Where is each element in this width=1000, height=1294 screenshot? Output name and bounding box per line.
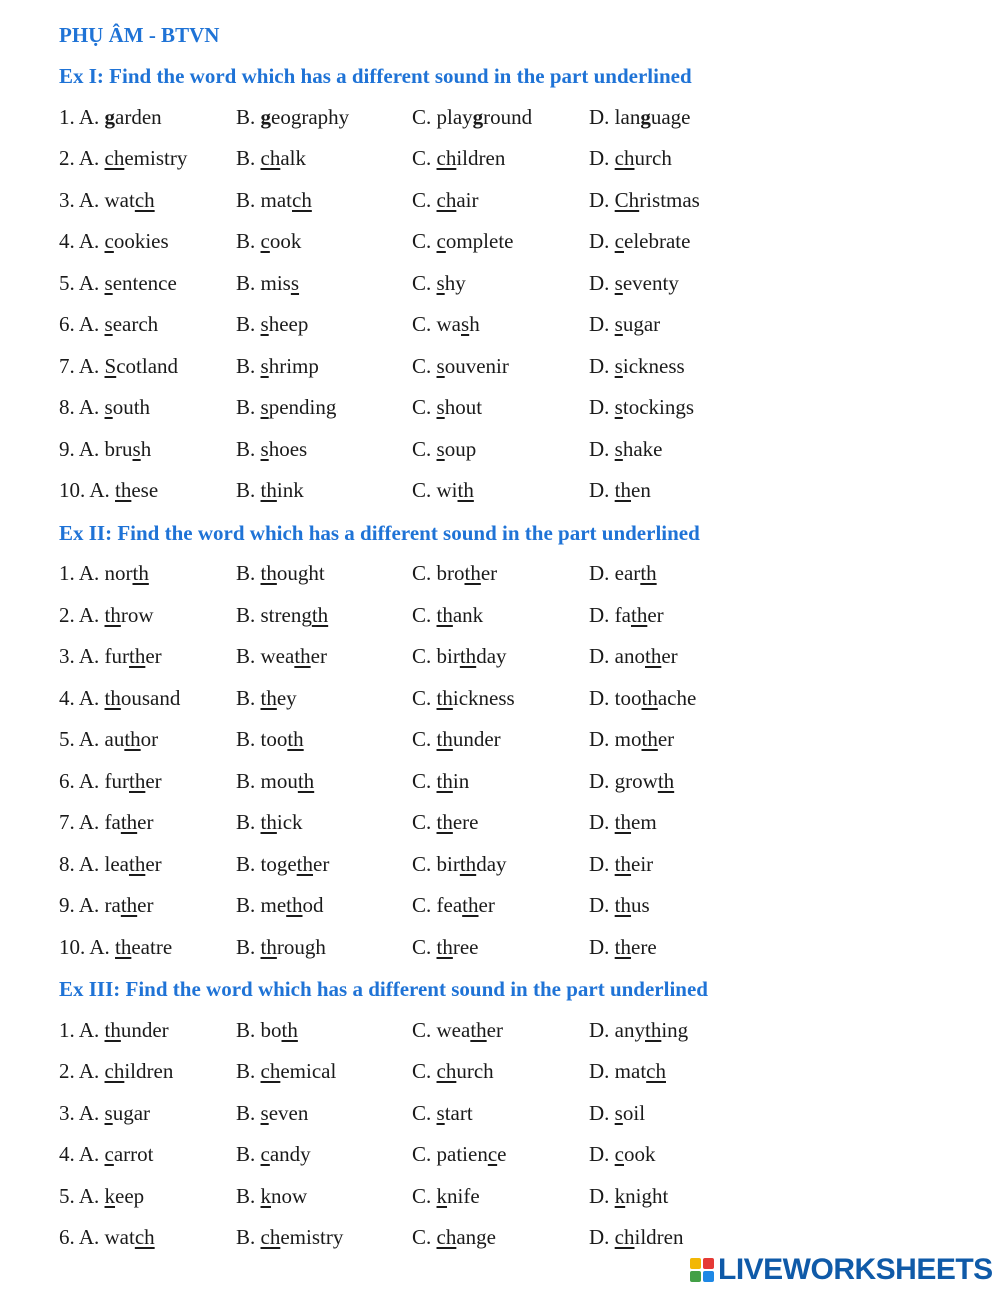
option-b: B. chemistry [236, 1225, 344, 1249]
underlined-part: th [296, 851, 314, 876]
option-b: B. chalk [236, 146, 306, 170]
option-d: D. celebrate [589, 229, 691, 253]
question-row [0, 558, 1000, 588]
underlined-part: th [104, 602, 121, 627]
option-d: D. another [589, 644, 678, 668]
question-row [0, 1139, 1000, 1169]
question-row [0, 807, 1000, 837]
underlined-part: g [640, 104, 651, 129]
underlined-part: th [640, 561, 657, 585]
option-a: 3. A. further [59, 644, 162, 668]
question-row [0, 475, 1000, 505]
underlined-part: k [436, 1183, 448, 1208]
option-d: D. then [589, 478, 651, 502]
liveworksheets-logo [690, 1253, 993, 1286]
underlined-part: th [260, 685, 277, 710]
option-c: C. thin [412, 768, 470, 793]
underlined-part: th [294, 644, 311, 668]
option-b: B. think [236, 478, 304, 502]
option-c: C. brother [412, 561, 498, 585]
underlined-part: th [260, 934, 277, 959]
underlined-part: th [120, 810, 138, 834]
underlined-part: ch [646, 1059, 666, 1083]
option-a: 7. A. father [59, 810, 154, 834]
underlined-part: th [311, 602, 329, 627]
underlined-part: th [104, 1017, 121, 1042]
underlined-part: c [104, 229, 114, 253]
option-b: B. weather [236, 644, 327, 668]
underlined-part: th [128, 851, 146, 876]
option-c: C. change [412, 1225, 496, 1249]
underlined-part: th [614, 810, 632, 834]
option-a: 1. A. thunder [59, 1017, 169, 1042]
option-d: D. sugar [589, 312, 661, 336]
question-row [0, 351, 1000, 381]
option-b: B. shrimp [236, 353, 319, 378]
exercise-heading: Ex III: Find the word which has a different sound in the part underlined [59, 977, 708, 1001]
question-row [0, 1181, 1000, 1211]
underlined-part: k [614, 1183, 626, 1208]
option-c: C. thickness [412, 685, 515, 710]
underlined-part: c [436, 229, 446, 253]
option-d: D. shake [589, 436, 663, 461]
option-d: D. toothache [589, 685, 697, 710]
question-row [0, 641, 1000, 671]
underlined-part: th [129, 644, 146, 668]
option-a: 4. A. thousand [59, 685, 181, 710]
underlined-part: th [115, 934, 132, 959]
underlined-part: th [645, 1017, 662, 1042]
option-c: C. knife [412, 1183, 480, 1208]
option-d: D. match [589, 1059, 666, 1083]
option-b: B. strength [236, 602, 329, 627]
underlined-part: s [260, 1100, 269, 1125]
underlined-part: s [614, 436, 623, 461]
option-a: 8. A. leather [59, 851, 162, 876]
page-title: PHỤ ÂM - BTVN [59, 23, 220, 47]
option-a: 5. A. keep [59, 1183, 145, 1208]
underlined-part: s [260, 395, 269, 419]
underlined-part: c [104, 1142, 114, 1166]
option-c: C. there [412, 810, 479, 834]
underlined-part: k [260, 1183, 272, 1208]
option-c: C. shy [412, 270, 466, 295]
underlined-part: th [614, 934, 632, 959]
option-b: B. chemical [236, 1059, 337, 1083]
option-c: C. thunder [412, 727, 501, 751]
option-b: B. know [236, 1183, 308, 1208]
option-b: B. match [236, 187, 312, 212]
underlined-part: th [297, 768, 315, 793]
option-d: D. church [589, 146, 672, 170]
underlined-part: s [104, 312, 113, 336]
underlined-part: th [470, 1017, 487, 1042]
option-c: C. chair [412, 187, 479, 212]
option-c: C. with [412, 478, 474, 502]
underlined-part: th [436, 810, 453, 834]
option-a: 1. A. garden [59, 104, 162, 129]
underlined-part: s [614, 395, 623, 419]
underlined-part: c [614, 1142, 624, 1166]
question-row [0, 890, 1000, 920]
underlined-part: th [641, 685, 658, 710]
underlined-part: th [129, 768, 146, 793]
option-a: 2. A. chemistry [59, 146, 188, 170]
underlined-part: Ch [614, 187, 640, 212]
option-b: B. geography [236, 104, 350, 129]
underlined-part: ch [134, 1225, 155, 1249]
option-c: C. birthday [412, 851, 507, 876]
underlined-part: ch [260, 1225, 281, 1249]
underlined-part: s [614, 270, 623, 295]
option-c: C. start [412, 1100, 473, 1125]
underlined-part: s [260, 312, 269, 336]
option-c: C. thank [412, 602, 484, 627]
option-b: B. they [236, 685, 297, 710]
underlined-part: th [436, 934, 453, 959]
underlined-part: th [260, 561, 277, 585]
underlined-part: ch [436, 146, 457, 170]
underlined-part: s [436, 353, 445, 378]
option-c: C. patience [412, 1142, 507, 1166]
option-d: D. knight [589, 1183, 669, 1208]
option-b: B. sheep [236, 312, 309, 336]
option-b: B. candy [236, 1142, 311, 1166]
question-row [0, 102, 1000, 132]
question-row [0, 392, 1000, 422]
underlined-part: ch [614, 146, 635, 170]
underlined-part: th [281, 1017, 298, 1042]
option-d: D. Christmas [589, 187, 700, 212]
option-b: B. seven [236, 1100, 309, 1125]
option-c: C. church [412, 1059, 494, 1083]
option-b: B. thought [236, 561, 325, 585]
underlined-part: th [457, 478, 474, 502]
underlined-part: th [462, 893, 479, 917]
underlined-part: s [614, 353, 623, 378]
option-a: 5. A. author [59, 727, 159, 751]
underlined-part: th [464, 561, 481, 585]
underlined-part: ch [292, 187, 312, 212]
option-a: 3. A. sugar [59, 1100, 151, 1125]
underlined-part: s [104, 270, 113, 295]
question-row [0, 185, 1000, 215]
underlined-part: th [436, 727, 453, 751]
option-c: C. wash [412, 312, 480, 336]
underlined-part: g [260, 104, 272, 129]
option-c: C. soup [412, 436, 477, 461]
underlined-part: S [104, 353, 117, 378]
question-row [0, 724, 1000, 754]
option-b: B. shoes [236, 436, 308, 461]
question-row [0, 143, 1000, 173]
underlined-part: th [286, 893, 303, 917]
underlined-part: th [614, 851, 632, 876]
option-d: D. father [589, 602, 664, 627]
underlined-part: s [436, 1100, 445, 1125]
underlined-part: s [436, 395, 445, 419]
question-row [0, 268, 1000, 298]
underlined-part: s [132, 436, 141, 461]
underlined-part: ch [104, 146, 125, 170]
option-d: D. sickness [589, 353, 685, 378]
option-a: 5. A. sentence [59, 270, 177, 295]
question-row [0, 932, 1000, 962]
underlined-part: th [459, 851, 477, 876]
option-a: 7. A. Scotland [59, 353, 179, 378]
question-row [0, 1222, 1000, 1252]
underlined-part: ch [436, 1225, 457, 1249]
option-a: 2. A. children [59, 1059, 174, 1083]
option-a: 10. A. theatre [59, 934, 173, 959]
underlined-part: th [459, 644, 477, 668]
option-c: C. complete [412, 229, 514, 253]
underlined-part: th [260, 810, 277, 834]
underlined-part: th [124, 727, 141, 751]
underlined-part: k [104, 1183, 116, 1208]
underlined-part: th [436, 768, 453, 793]
option-b: B. cook [236, 229, 302, 253]
underlined-part: th [132, 561, 149, 585]
question-row [0, 1015, 1000, 1045]
option-d: D. children [589, 1225, 684, 1249]
option-d: D. mother [589, 727, 675, 751]
underlined-part: c [614, 229, 624, 253]
underlined-part: ch [436, 187, 457, 212]
underlined-part: s [614, 312, 623, 336]
question-row [0, 849, 1000, 879]
option-a: 1. A. north [59, 561, 149, 585]
underlined-part: ch [436, 1059, 457, 1083]
option-c: C. children [412, 146, 506, 170]
underlined-part: th [115, 478, 132, 502]
underlined-part: s [104, 395, 113, 419]
option-d: D. seventy [589, 270, 679, 295]
option-b: B. through [236, 934, 326, 959]
underlined-part: g [472, 104, 484, 129]
question-row [0, 226, 1000, 256]
underlined-part: ch [104, 1059, 125, 1083]
option-c: C. birthday [412, 644, 507, 668]
underlined-part: ch [260, 1059, 281, 1083]
option-b: B. spending [236, 395, 337, 419]
underlined-part: th [641, 727, 658, 751]
option-c: C. playground [412, 104, 533, 129]
option-c: C. feather [412, 893, 495, 917]
option-d: D. there [589, 934, 657, 959]
option-c: C. souvenir [412, 353, 509, 378]
option-d: D. soil [589, 1100, 646, 1125]
underlined-part: th [645, 644, 662, 668]
option-a: 8. A. south [59, 395, 151, 419]
underlined-part: s [260, 436, 269, 461]
option-a: 6. A. search [59, 312, 159, 336]
option-a: 4. A. cookies [59, 229, 169, 253]
underlined-part: th [436, 602, 453, 627]
underlined-part: g [104, 104, 116, 129]
option-b: B. tooth [236, 727, 304, 751]
question-row [0, 309, 1000, 339]
question-row [0, 1056, 1000, 1086]
option-b: B. together [236, 851, 330, 876]
underlined-part: ch [260, 146, 281, 170]
option-c: C. three [412, 934, 479, 959]
underlined-part: th [120, 893, 138, 917]
exercise-heading: Ex I: Find the word which has a different sound in the part underlined [59, 64, 692, 88]
option-d: D. stockings [589, 395, 695, 419]
option-a: 3. A. watch [59, 187, 155, 212]
option-d: D. growth [589, 768, 675, 793]
underlined-part: c [260, 229, 270, 253]
option-d: D. cook [589, 1142, 656, 1166]
option-b: B. thick [236, 810, 303, 834]
question-row [0, 434, 1000, 464]
underlined-part: s [436, 436, 445, 461]
underlined-part: th [630, 602, 648, 627]
exercise-heading: Ex II: Find the word which has a different sound in the part underlined [59, 520, 700, 545]
underlined-part: th [614, 478, 632, 502]
option-d: D. earth [589, 561, 657, 585]
option-b: B. method [236, 893, 324, 917]
underlined-part: s [290, 270, 300, 295]
question-row [0, 683, 1000, 713]
underlined-part: s [461, 312, 470, 336]
question-row [0, 1098, 1000, 1128]
option-a: 4. A. carrot [59, 1142, 154, 1166]
underlined-part: s [260, 353, 269, 378]
option-a: 10. A. these [59, 478, 159, 502]
option-a: 9. A. brush [59, 436, 152, 461]
underlined-part: c [487, 1142, 498, 1166]
underlined-part: s [614, 1100, 623, 1125]
option-d: D. their [589, 851, 654, 876]
underlined-part: th [260, 478, 277, 502]
question-row [0, 600, 1000, 630]
underlined-part: s [104, 1100, 113, 1125]
question-row [0, 766, 1000, 796]
option-b: B. mouth [236, 768, 315, 793]
option-c: C. shout [412, 395, 483, 419]
underlined-part: ch [134, 187, 155, 212]
underlined-part: s [436, 270, 445, 295]
underlined-part: th [104, 685, 121, 710]
option-d: D. them [589, 810, 657, 834]
option-b: B. miss [236, 270, 300, 295]
option-c: C. weather [412, 1017, 503, 1042]
underlined-part: th [287, 727, 304, 751]
underlined-part: th [657, 768, 675, 793]
option-b: B. both [236, 1017, 298, 1042]
liveworksheets-logo-icon [690, 1258, 714, 1282]
underlined-part: th [614, 893, 632, 917]
option-a: 6. A. further [59, 768, 162, 793]
underlined-part: th [436, 685, 453, 710]
option-d: D. anything [589, 1017, 689, 1042]
option-a: 6. A. watch [59, 1225, 155, 1249]
option-d: D. thus [589, 893, 650, 917]
logo-text: LIVEWORKSHEETS [718, 1253, 993, 1286]
option-d: D. language [589, 104, 691, 129]
option-a: 9. A. rather [59, 893, 154, 917]
option-a: 2. A. throw [59, 602, 154, 627]
underlined-part: c [260, 1142, 270, 1166]
underlined-part: ch [614, 1225, 635, 1249]
